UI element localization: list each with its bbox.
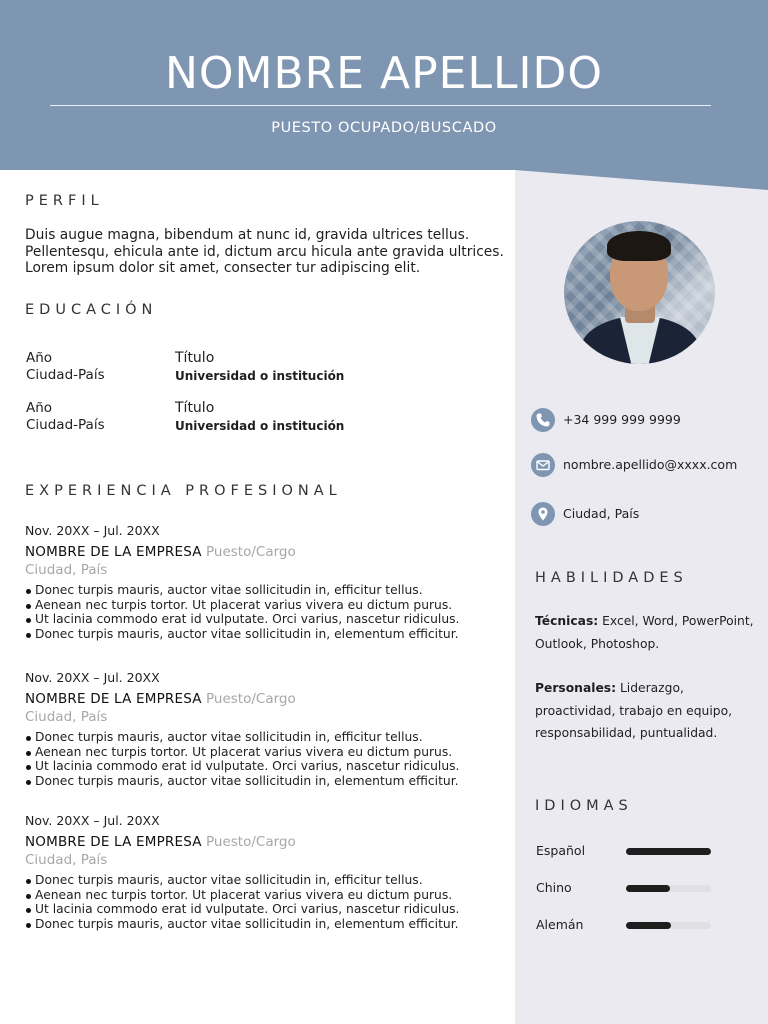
language-level-fill (626, 922, 671, 929)
job-bullet: Donec turpis mauris, auctor vitae sollicitudin in, efficitur tellus. (25, 583, 505, 598)
education-institution: Universidad o institución (175, 418, 345, 433)
job-role: Puesto/Cargo (206, 691, 296, 707)
skills-personal-text: Liderazgo, proactividad, trabajo en equipo, responsabilidad, puntualidad. (535, 681, 732, 740)
contact-location (531, 502, 761, 526)
language-level-fill (626, 848, 711, 855)
phone-icon (531, 408, 555, 432)
languages-heading: IDIOMAS (535, 798, 633, 814)
job-bullet: Aenean nec turpis tortor. Ut placerat varius vivera eu dictum purus. (25, 745, 505, 760)
contact-email (531, 453, 761, 477)
education-year: Año (26, 350, 53, 366)
language-name: Chino (536, 880, 572, 895)
skills-technical-label: Técnicas: (535, 614, 599, 628)
location-pin-icon (531, 502, 555, 526)
job-bullet: Donec turpis mauris, auctor vitae sollicitudin in, elementum efficitur. (25, 627, 505, 642)
job-bullet: Donec turpis mauris, auctor vitae sollicitudin in, elementum efficitur. (25, 774, 505, 789)
contact-phone (531, 408, 761, 432)
education-year: Año (26, 400, 53, 416)
skills-personal (535, 677, 760, 745)
education-title: Título (175, 350, 215, 366)
job-bullet: Aenean nec turpis tortor. Ut placerat varius vivera eu dictum purus. (25, 888, 505, 903)
job-bullet: Donec turpis mauris, auctor vitae sollicitudin in, efficitur tellus. (25, 730, 505, 745)
job-bullet: Ut lacinia commodo erat id vulputate. Orci varius, nascetur ridiculus. (25, 759, 505, 774)
profile-text: Duis augue magna, bibendum at nunc id, gravida ultrices tellus. Pellentesqu, ehicula ante id, dictum arcu hicula ante gravida ultrices. Lorem ipsum dolor sit amet, consecter tur adipiscing elit. (25, 227, 504, 276)
education-title: Título (175, 400, 215, 416)
language-row (536, 917, 716, 933)
job-bullets (25, 583, 505, 642)
education-institution: Universidad o institución (175, 368, 345, 383)
language-name: Alemán (536, 917, 584, 932)
job-entry (25, 670, 505, 789)
job-role: Puesto/Cargo (206, 834, 296, 850)
job-dates: Nov. 20XX – Jul. 20XX (25, 523, 160, 538)
education-place: Ciudad-País (26, 366, 105, 383)
job-bullets (25, 873, 505, 932)
job-entry (25, 813, 505, 932)
language-level-fill (626, 885, 670, 892)
job-bullet: Ut lacinia commodo erat id vulputate. Orci varius, nascetur ridiculus. (25, 612, 505, 627)
location-text: Ciudad, País (563, 506, 640, 521)
education-heading: EDUCACIÓN (25, 302, 158, 318)
skills-technical (535, 610, 760, 655)
language-row (536, 880, 716, 896)
job-bullet: Donec turpis mauris, auctor vitae sollicitudin in, efficitur tellus. (25, 873, 505, 888)
profile-heading: PERFIL (25, 193, 104, 209)
job-bullets (25, 730, 505, 789)
education-place: Ciudad-País (26, 416, 105, 433)
job-dates: Nov. 20XX – Jul. 20XX (25, 670, 160, 685)
email-text: nombre.apellido@xxxx.com (563, 457, 738, 472)
company-name: NOMBRE DE LA EMPRESA (25, 691, 202, 707)
job-location: Ciudad, País (25, 709, 108, 725)
job-bullet: Aenean nec turpis tortor. Ut placerat varius vivera eu dictum purus. (25, 598, 505, 613)
skills-personal-label: Personales: (535, 681, 617, 695)
job-position: PUESTO OCUPADO/BUSCADO (271, 120, 497, 136)
header-divider (50, 105, 711, 106)
job-role: Puesto/Cargo (206, 544, 296, 560)
language-level-bar (626, 922, 711, 929)
full-name: NOMBRE APELLIDO (164, 48, 603, 99)
job-bullet: Ut lacinia commodo erat id vulputate. Orci varius, nascetur ridiculus. (25, 902, 505, 917)
language-name: Español (536, 843, 586, 858)
job-bullet: Donec turpis mauris, auctor vitae sollicitudin in, elementum efficitur. (25, 917, 505, 932)
skills-heading: HABILIDADES (535, 570, 688, 586)
profile-photo (564, 221, 715, 364)
mail-icon (531, 453, 555, 477)
phone-text: +34 999 999 9999 (563, 412, 681, 427)
job-dates: Nov. 20XX – Jul. 20XX (25, 813, 160, 828)
job-location: Ciudad, País (25, 562, 108, 578)
company-name: NOMBRE DE LA EMPRESA (25, 834, 202, 850)
job-entry (25, 523, 505, 642)
experience-heading: EXPERIENCIA PROFESIONAL (25, 483, 342, 499)
job-location: Ciudad, País (25, 852, 108, 868)
language-level-bar (626, 848, 711, 855)
language-row (536, 843, 716, 859)
company-name: NOMBRE DE LA EMPRESA (25, 544, 202, 560)
language-level-bar (626, 885, 711, 892)
skills-technical-text: Excel, Word, PowerPoint, Outlook, Photoshop. (535, 614, 754, 651)
